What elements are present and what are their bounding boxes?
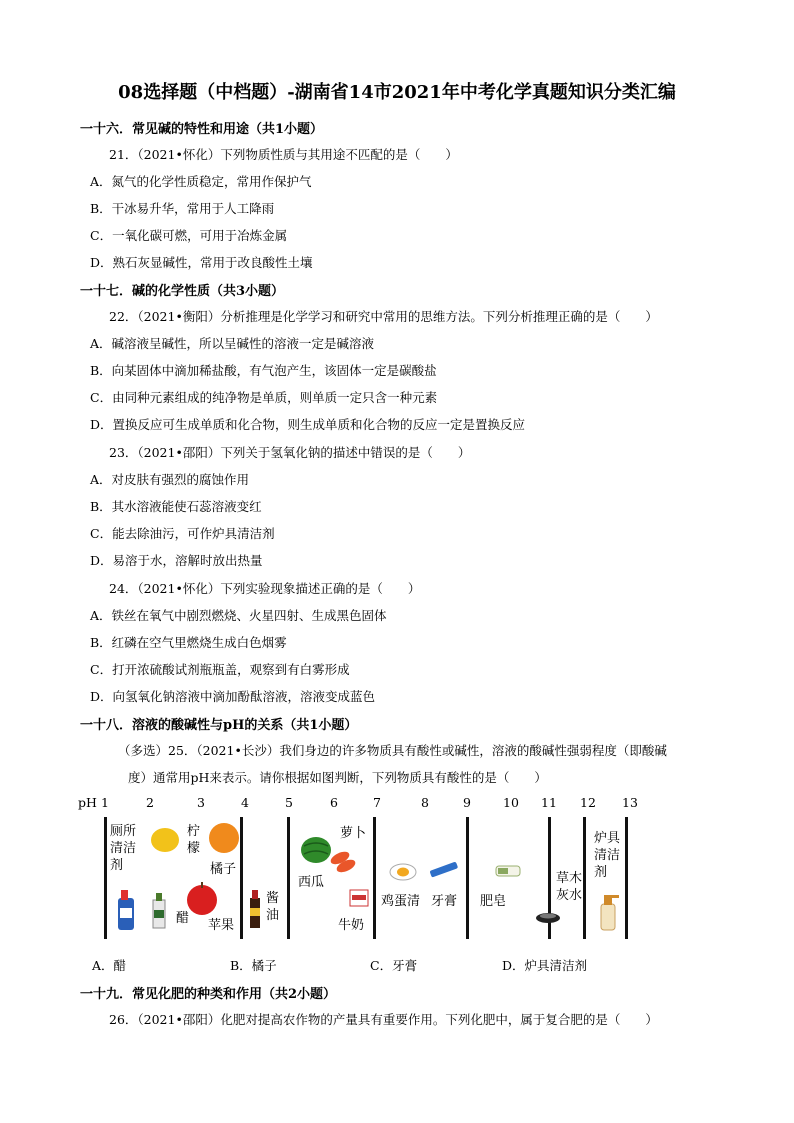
section-heading-18: 一十八．溶液的酸碱性与pH的关系（共1小题） xyxy=(80,718,358,733)
question-22-stem: 22．（2021•衡阳）分析推理是化学学习和研究中常用的思维方法。下列分析推理正确的是（ ） xyxy=(109,309,658,324)
q24-option-a[interactable]: A．铁丝在氧气中剧烈燃烧、火星四射、生成黑色固体 xyxy=(90,608,387,623)
section-heading-19: 一十九．常见化肥的种类和作用（共2小题） xyxy=(80,987,337,1002)
label-stove-cleaner: 炉具清洁剂 xyxy=(594,831,621,880)
label-soy-sauce: 酱油 xyxy=(266,891,280,923)
q25-option-a[interactable]: A．醋 xyxy=(92,958,127,973)
toothpaste-icon xyxy=(429,861,458,877)
question-25-stem-line1: （多选）25．（2021•长沙）我们身边的许多物质具有酸性或碱性，溶液的酸碱性强弱程度（即酸碱 xyxy=(118,743,667,758)
q25-option-d[interactable]: D．炉具清洁剂 xyxy=(502,958,588,973)
watermelon-icon xyxy=(301,837,331,863)
q21-option-b[interactable]: B．干冰易升华，常用于人工降雨 xyxy=(90,201,275,216)
q23-option-d[interactable]: D．易溶于水，溶解时放出热量 xyxy=(90,553,263,568)
label-milk: 牛奶 xyxy=(338,918,365,933)
ph-tick-12: 12 xyxy=(580,795,596,810)
label-ash-water: 草木灰水 xyxy=(556,871,583,903)
ph-tick-11: 11 xyxy=(541,795,557,810)
q24-option-b[interactable]: B．红磷在空气里燃烧生成白色烟雾 xyxy=(90,635,287,650)
orange-icon xyxy=(209,823,239,853)
q21-option-c[interactable]: C．一氧化碳可燃，可用于冶炼金属 xyxy=(90,228,288,243)
q21-option-a[interactable]: A．氮气的化学性质稳定，常用作保护气 xyxy=(90,174,312,189)
label-toilet-cleaner: 厕所清洁剂 xyxy=(110,824,137,873)
ph-tick-2: 2 xyxy=(146,795,154,810)
label-watermelon: 西瓜 xyxy=(298,875,325,890)
question-24-stem: 24．（2021•怀化）下列实验现象描述正确的是（ ） xyxy=(109,581,421,596)
lemon-icon xyxy=(151,828,179,852)
soap-icon xyxy=(496,866,520,876)
ph-tick-9: 9 xyxy=(463,795,471,810)
q22-option-c[interactable]: C．由同种元素组成的纯净物是单质，则单质一定只含一种元素 xyxy=(90,390,438,405)
question-23-stem: 23．（2021•邵阳）下列关于氢氧化钠的描述中错误的是（ ） xyxy=(109,445,471,460)
q23-option-a[interactable]: A．对皮肤有强烈的腐蚀作用 xyxy=(90,472,250,487)
section-heading-17: 一十七．碱的化学性质（共3小题） xyxy=(80,284,285,299)
ph-tick-6: 6 xyxy=(330,795,338,810)
ph-tick-7: 7 xyxy=(373,795,381,810)
label-orange: 橘子 xyxy=(210,862,237,877)
label-radish: 萝卜 xyxy=(340,826,367,841)
q22-option-b[interactable]: B．向某固体中滴加稀盐酸，有气泡产生，该固体一定是碳酸盐 xyxy=(90,363,437,378)
label-soap: 肥皂 xyxy=(480,894,507,909)
question-26-stem: 26．（2021•邵阳）化肥对提高农作物的产量具有重要作用。下列化肥中，属于复合肥的是（ ） xyxy=(109,1012,658,1027)
q24-option-d[interactable]: D．向氢氧化钠溶液中滴加酚酞溶液，溶液变成蓝色 xyxy=(90,689,376,704)
apple-icon xyxy=(187,882,217,915)
ph-tick-10: 10 xyxy=(503,795,519,810)
label-toothpaste: 牙膏 xyxy=(431,894,458,909)
stove-cleaner-spray-icon xyxy=(601,895,619,930)
q23-option-b[interactable]: B．其水溶液能使石蕊溶液变红 xyxy=(90,499,262,514)
ph-axis-label: pH xyxy=(78,795,97,810)
ph-tick-8: 8 xyxy=(421,795,429,810)
ph-tick-3: 3 xyxy=(197,795,205,810)
q22-option-a[interactable]: A．碱溶液呈碱性，所以呈碱性的溶液一定是碱溶液 xyxy=(90,336,375,351)
page-title: 08选择题（中档题）-湖南省14市2021年中考化学真题知识分类汇编 xyxy=(118,82,676,103)
q25-option-b[interactable]: B．橘子 xyxy=(230,958,277,973)
q23-option-c[interactable]: C．能去除油污，可作炉具清洁剂 xyxy=(90,526,275,541)
q25-option-c[interactable]: C．牙膏 xyxy=(370,958,418,973)
soy-sauce-bottle-icon xyxy=(250,890,260,928)
ph-tick-5: 5 xyxy=(285,795,293,810)
egg-icon xyxy=(390,864,416,880)
q22-option-d[interactable]: D．置换反应可生成单质和化合物，则生成单质和化合物的反应一定是置换反应 xyxy=(90,417,526,432)
section-heading-16: 一十六．常见碱的特性和用途（共1小题） xyxy=(80,122,324,137)
label-vinegar: 醋 xyxy=(176,911,190,926)
toilet-cleaner-bottle-icon xyxy=(118,890,134,930)
vinegar-bottle-icon xyxy=(153,893,165,928)
ph-tick-4: 4 xyxy=(241,795,249,810)
question-25-stem-line2: 度）通常用pH来表示。请你根据如图判断，下列物质具有酸性的是（ ） xyxy=(128,770,547,785)
question-21-stem: 21．（2021•怀化）下列物质性质与其用途不匹配的是（ ） xyxy=(109,147,458,162)
label-egg-white: 鸡蛋清 xyxy=(381,894,421,909)
label-lemon: 柠檬 xyxy=(187,824,201,856)
ash-water-dish-icon xyxy=(536,913,560,923)
q24-option-c[interactable]: C．打开浓硫酸试剂瓶瓶盖，观察到有白雾形成 xyxy=(90,662,350,677)
ph-tick-13: 13 xyxy=(622,795,638,810)
q21-option-d[interactable]: D．熟石灰显碱性，常用于改良酸性土壤 xyxy=(90,255,313,270)
radish-icon xyxy=(329,849,357,875)
label-apple: 苹果 xyxy=(208,918,235,933)
ph-tick-1: 1 xyxy=(101,795,109,810)
milk-carton-icon xyxy=(350,890,368,906)
